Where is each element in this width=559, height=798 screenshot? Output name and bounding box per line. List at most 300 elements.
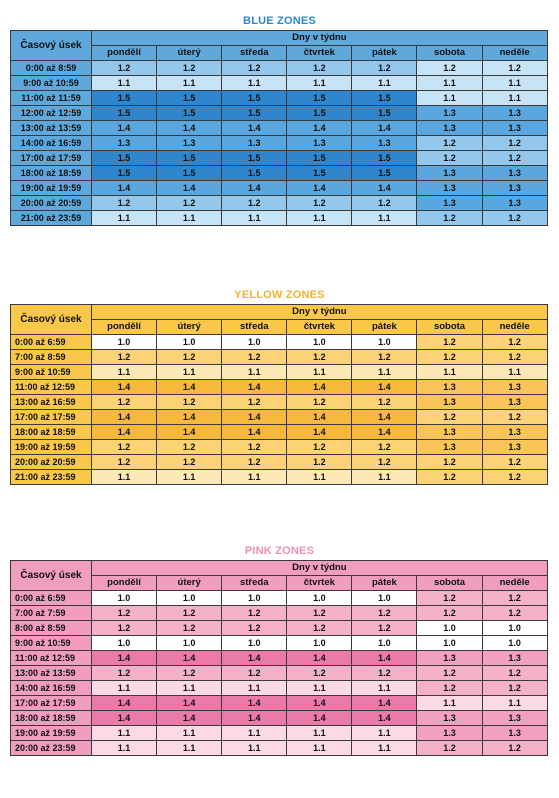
- multiplier-cell: 1.1: [417, 365, 482, 380]
- table-row: [11, 166, 548, 181]
- multiplier-cell: 1.2: [417, 470, 482, 485]
- day-header: úterý: [157, 46, 222, 61]
- multiplier-cell: 1.0: [417, 636, 482, 651]
- table-row: [11, 196, 548, 211]
- multiplier-cell: 1.2: [417, 211, 482, 226]
- multiplier-cell: 1.2: [222, 606, 287, 621]
- multiplier-cell: 1.4: [222, 380, 287, 395]
- multiplier-cell: 1.3: [417, 425, 482, 440]
- multiplier-cell: 1.2: [352, 196, 417, 211]
- time-slot-cell: 14:00 až 16:59: [11, 136, 92, 151]
- time-slot-cell: 21:00 až 23:59: [11, 211, 92, 226]
- time-slot-cell: 20:00 až 23:59: [11, 741, 92, 756]
- multiplier-cell: 1.3: [482, 711, 547, 726]
- day-header: pondělí: [92, 320, 157, 335]
- multiplier-cell: 1.2: [92, 606, 157, 621]
- multiplier-cell: 1.4: [352, 121, 417, 136]
- multiplier-cell: 1.2: [482, 335, 547, 350]
- multiplier-cell: 1.4: [222, 121, 287, 136]
- multiplier-cell: 1.1: [157, 470, 222, 485]
- multiplier-cell: 1.3: [92, 136, 157, 151]
- time-slot-cell: 17:00 až 17:59: [11, 696, 92, 711]
- multiplier-cell: 1.1: [417, 76, 482, 91]
- table-row: [11, 591, 548, 606]
- multiplier-cell: 1.4: [287, 651, 352, 666]
- time-slot-cell: 21:00 až 23:59: [11, 470, 92, 485]
- multiplier-cell: 1.1: [222, 681, 287, 696]
- day-header: pátek: [352, 320, 417, 335]
- time-slot-cell: 13:00 až 16:59: [11, 395, 92, 410]
- multiplier-cell: 1.2: [287, 440, 352, 455]
- multiplier-cell: 1.0: [222, 591, 287, 606]
- multiplier-cell: 1.2: [482, 681, 547, 696]
- multiplier-cell: 1.2: [222, 621, 287, 636]
- multiplier-cell: 1.0: [482, 636, 547, 651]
- multiplier-cell: 1.2: [287, 395, 352, 410]
- multiplier-cell: 1.3: [482, 196, 547, 211]
- multiplier-cell: 1.2: [482, 410, 547, 425]
- table-row: [11, 181, 548, 196]
- day-header: čtvrtek: [287, 576, 352, 591]
- table-row: [11, 666, 548, 681]
- multiplier-cell: 1.2: [222, 666, 287, 681]
- multiplier-cell: 1.2: [482, 350, 547, 365]
- multiplier-cell: 1.1: [157, 211, 222, 226]
- time-slot-cell: 13:00 až 13:59: [11, 666, 92, 681]
- pink-zones-table: [10, 560, 548, 756]
- multiplier-cell: 1.0: [287, 591, 352, 606]
- table-row: [11, 741, 548, 756]
- pink-zones-title: PINK ZONES: [244, 545, 315, 557]
- multiplier-cell: 1.0: [92, 591, 157, 606]
- multiplier-cell: 1.2: [287, 196, 352, 211]
- multiplier-cell: 1.4: [287, 181, 352, 196]
- multiplier-cell: 1.5: [222, 151, 287, 166]
- multiplier-cell: 1.2: [352, 440, 417, 455]
- day-header: úterý: [157, 576, 222, 591]
- multiplier-cell: 1.3: [482, 651, 547, 666]
- days-header: Dny v týdnu: [92, 561, 548, 576]
- multiplier-cell: 1.0: [352, 335, 417, 350]
- multiplier-cell: 1.2: [222, 196, 287, 211]
- table-row: [11, 380, 548, 395]
- time-slot-cell: 7:00 až 8:59: [11, 350, 92, 365]
- day-header: středa: [222, 46, 287, 61]
- multiplier-cell: 1.1: [222, 470, 287, 485]
- multiplier-cell: 1.0: [482, 621, 547, 636]
- day-header: neděle: [482, 46, 547, 61]
- time-slot-cell: 9:00 až 10:59: [11, 365, 92, 380]
- time-slot-header: Časový úsek: [11, 305, 92, 335]
- multiplier-cell: 1.4: [92, 696, 157, 711]
- multiplier-cell: 1.3: [417, 166, 482, 181]
- multiplier-cell: 1.3: [417, 181, 482, 196]
- multiplier-cell: 1.3: [352, 136, 417, 151]
- multiplier-cell: 1.2: [157, 621, 222, 636]
- multiplier-cell: 1.0: [92, 636, 157, 651]
- multiplier-cell: 1.2: [417, 350, 482, 365]
- multiplier-cell: 1.4: [92, 425, 157, 440]
- time-slot-cell: 7:00 až 7:59: [11, 606, 92, 621]
- multiplier-cell: 1.5: [92, 151, 157, 166]
- table-row: [11, 365, 548, 380]
- multiplier-cell: 1.2: [92, 395, 157, 410]
- multiplier-cell: 1.4: [222, 410, 287, 425]
- multiplier-cell: 1.4: [222, 181, 287, 196]
- table-row: [11, 350, 548, 365]
- multiplier-cell: 1.4: [92, 410, 157, 425]
- multiplier-cell: 1.4: [287, 425, 352, 440]
- multiplier-cell: 1.3: [417, 651, 482, 666]
- multiplier-cell: 1.4: [352, 425, 417, 440]
- multiplier-cell: 1.2: [482, 211, 547, 226]
- time-slot-cell: 13:00 až 13:59: [11, 121, 92, 136]
- multiplier-cell: 1.4: [287, 696, 352, 711]
- days-header: Dny v týdnu: [92, 305, 548, 320]
- multiplier-cell: 1.3: [482, 440, 547, 455]
- multiplier-cell: 1.2: [92, 666, 157, 681]
- multiplier-cell: 1.1: [352, 681, 417, 696]
- table-row: [11, 440, 548, 455]
- multiplier-cell: 1.2: [417, 136, 482, 151]
- multiplier-cell: 1.1: [287, 76, 352, 91]
- multiplier-cell: 1.0: [157, 591, 222, 606]
- multiplier-cell: 1.1: [92, 741, 157, 756]
- multiplier-cell: 1.1: [287, 726, 352, 741]
- multiplier-cell: 1.0: [157, 636, 222, 651]
- day-header: čtvrtek: [287, 320, 352, 335]
- multiplier-cell: 1.3: [482, 395, 547, 410]
- multiplier-cell: 1.1: [287, 681, 352, 696]
- multiplier-cell: 1.4: [92, 711, 157, 726]
- multiplier-cell: 1.4: [92, 181, 157, 196]
- table-row: [11, 151, 548, 166]
- multiplier-cell: 1.3: [222, 136, 287, 151]
- multiplier-cell: 1.2: [417, 455, 482, 470]
- time-slot-cell: 0:00 až 8:59: [11, 61, 92, 76]
- multiplier-cell: 1.1: [222, 726, 287, 741]
- multiplier-cell: 1.3: [417, 196, 482, 211]
- multiplier-cell: 1.2: [417, 741, 482, 756]
- multiplier-cell: 1.5: [287, 106, 352, 121]
- multiplier-cell: 1.1: [352, 365, 417, 380]
- table-row: [11, 136, 548, 151]
- multiplier-cell: 1.1: [222, 365, 287, 380]
- multiplier-cell: 1.5: [352, 166, 417, 181]
- day-header: neděle: [482, 320, 547, 335]
- time-slot-cell: 19:00 až 19:59: [11, 440, 92, 455]
- multiplier-cell: 1.2: [352, 455, 417, 470]
- multiplier-cell: 1.5: [222, 166, 287, 181]
- multiplier-cell: 1.2: [417, 606, 482, 621]
- time-slot-cell: 0:00 až 6:59: [11, 591, 92, 606]
- table-row: [11, 410, 548, 425]
- day-header: sobota: [417, 46, 482, 61]
- table-row: [11, 696, 548, 711]
- multiplier-cell: 1.2: [157, 666, 222, 681]
- multiplier-cell: 1.3: [417, 726, 482, 741]
- day-header: úterý: [157, 320, 222, 335]
- multiplier-cell: 1.5: [157, 166, 222, 181]
- multiplier-cell: 1.2: [92, 455, 157, 470]
- multiplier-cell: 1.4: [92, 380, 157, 395]
- multiplier-cell: 1.4: [222, 651, 287, 666]
- time-slot-cell: 17:00 až 17:59: [11, 410, 92, 425]
- multiplier-cell: 1.2: [287, 61, 352, 76]
- multiplier-cell: 1.3: [417, 440, 482, 455]
- multiplier-cell: 1.3: [417, 711, 482, 726]
- multiplier-cell: 1.2: [157, 395, 222, 410]
- multiplier-cell: 1.3: [287, 136, 352, 151]
- time-slot-cell: 14:00 až 16:59: [11, 681, 92, 696]
- time-slot-cell: 17:00 až 17:59: [11, 151, 92, 166]
- time-slot-cell: 9:00 až 10:59: [11, 636, 92, 651]
- day-header: středa: [222, 576, 287, 591]
- multiplier-cell: 1.3: [482, 425, 547, 440]
- multiplier-cell: 1.2: [222, 395, 287, 410]
- time-slot-cell: 19:00 až 19:59: [11, 726, 92, 741]
- time-slot-header: Časový úsek: [11, 561, 92, 591]
- multiplier-cell: 1.1: [352, 76, 417, 91]
- multiplier-cell: 1.1: [157, 741, 222, 756]
- multiplier-cell: 1.2: [417, 666, 482, 681]
- multiplier-cell: 1.1: [352, 211, 417, 226]
- multiplier-cell: 1.3: [482, 121, 547, 136]
- day-header: pátek: [352, 46, 417, 61]
- multiplier-cell: 1.5: [92, 166, 157, 181]
- day-header: neděle: [482, 576, 547, 591]
- multiplier-cell: 1.5: [222, 91, 287, 106]
- table-row: [11, 395, 548, 410]
- multiplier-cell: 1.4: [287, 380, 352, 395]
- multiplier-cell: 1.2: [157, 455, 222, 470]
- time-slot-cell: 18:00 až 18:59: [11, 166, 92, 181]
- multiplier-cell: 1.4: [157, 711, 222, 726]
- table-row: [11, 106, 548, 121]
- multiplier-cell: 1.5: [352, 106, 417, 121]
- multiplier-cell: 1.2: [482, 591, 547, 606]
- time-slot-cell: 8:00 až 8:59: [11, 621, 92, 636]
- multiplier-cell: 1.4: [352, 181, 417, 196]
- multiplier-cell: 1.2: [92, 61, 157, 76]
- multiplier-cell: 1.5: [287, 166, 352, 181]
- multiplier-cell: 1.1: [222, 76, 287, 91]
- multiplier-cell: 1.1: [92, 470, 157, 485]
- multiplier-cell: 1.1: [352, 726, 417, 741]
- day-header: pondělí: [92, 46, 157, 61]
- multiplier-cell: 1.5: [157, 91, 222, 106]
- multiplier-cell: 1.4: [157, 121, 222, 136]
- multiplier-cell: 1.2: [92, 196, 157, 211]
- multiplier-cell: 1.3: [482, 181, 547, 196]
- multiplier-cell: 1.1: [482, 365, 547, 380]
- multiplier-cell: 1.2: [482, 61, 547, 76]
- multiplier-cell: 1.4: [222, 696, 287, 711]
- multiplier-cell: 1.4: [352, 651, 417, 666]
- multiplier-cell: 1.2: [352, 61, 417, 76]
- multiplier-cell: 1.5: [92, 91, 157, 106]
- multiplier-cell: 1.2: [417, 61, 482, 76]
- multiplier-cell: 1.2: [287, 606, 352, 621]
- multiplier-cell: 1.4: [287, 410, 352, 425]
- multiplier-cell: 1.4: [157, 696, 222, 711]
- multiplier-cell: 1.2: [417, 151, 482, 166]
- multiplier-cell: 1.4: [92, 651, 157, 666]
- day-header: pátek: [352, 576, 417, 591]
- multiplier-cell: 1.2: [417, 681, 482, 696]
- multiplier-cell: 1.1: [287, 365, 352, 380]
- table-row: [11, 636, 548, 651]
- table-row: [11, 651, 548, 666]
- multiplier-cell: 1.5: [352, 151, 417, 166]
- multiplier-cell: 1.2: [222, 440, 287, 455]
- day-header: čtvrtek: [287, 46, 352, 61]
- time-slot-cell: 18:00 až 18:59: [11, 711, 92, 726]
- time-slot-cell: 20:00 až 20:59: [11, 455, 92, 470]
- multiplier-cell: 1.1: [482, 91, 547, 106]
- multiplier-cell: 1.2: [157, 606, 222, 621]
- multiplier-cell: 1.3: [417, 121, 482, 136]
- multiplier-cell: 1.4: [352, 711, 417, 726]
- table-row: [11, 76, 548, 91]
- multiplier-cell: 1.2: [222, 350, 287, 365]
- multiplier-cell: 1.2: [482, 151, 547, 166]
- multiplier-cell: 1.0: [352, 591, 417, 606]
- table-row: [11, 425, 548, 440]
- multiplier-cell: 1.1: [92, 726, 157, 741]
- multiplier-cell: 1.5: [287, 91, 352, 106]
- multiplier-cell: 1.0: [222, 636, 287, 651]
- multiplier-cell: 1.3: [482, 166, 547, 181]
- multiplier-cell: 1.2: [92, 621, 157, 636]
- multiplier-cell: 1.2: [352, 666, 417, 681]
- time-slot-cell: 11:00 až 12:59: [11, 380, 92, 395]
- multiplier-cell: 1.4: [157, 380, 222, 395]
- time-slot-cell: 11:00 až 11:59: [11, 91, 92, 106]
- multiplier-cell: 1.4: [352, 380, 417, 395]
- multiplier-cell: 1.2: [417, 410, 482, 425]
- multiplier-cell: 1.5: [92, 106, 157, 121]
- multiplier-cell: 1.1: [287, 470, 352, 485]
- multiplier-cell: 1.1: [222, 741, 287, 756]
- time-slot-cell: 20:00 až 20:59: [11, 196, 92, 211]
- time-slot-cell: 18:00 až 18:59: [11, 425, 92, 440]
- multiplier-cell: 1.0: [157, 335, 222, 350]
- multiplier-cell: 1.2: [92, 350, 157, 365]
- table-row: [11, 211, 548, 226]
- multiplier-cell: 1.2: [352, 395, 417, 410]
- multiplier-cell: 1.1: [92, 211, 157, 226]
- multiplier-cell: 1.0: [287, 636, 352, 651]
- blue-zones-title: BLUE ZONES: [243, 15, 316, 27]
- multiplier-cell: 1.4: [287, 121, 352, 136]
- multiplier-cell: 1.4: [352, 696, 417, 711]
- multiplier-cell: 1.2: [482, 606, 547, 621]
- multiplier-cell: 1.1: [222, 211, 287, 226]
- multiplier-cell: 1.2: [222, 455, 287, 470]
- time-slot-cell: 0:00 až 6:59: [11, 335, 92, 350]
- multiplier-cell: 1.3: [482, 380, 547, 395]
- multiplier-cell: 1.2: [417, 335, 482, 350]
- multiplier-cell: 1.2: [417, 591, 482, 606]
- multiplier-cell: 1.2: [157, 61, 222, 76]
- multiplier-cell: 1.2: [92, 440, 157, 455]
- multiplier-cell: 1.2: [287, 621, 352, 636]
- table-row: [11, 621, 548, 636]
- multiplier-cell: 1.0: [287, 335, 352, 350]
- day-header: sobota: [417, 320, 482, 335]
- multiplier-cell: 1.5: [157, 106, 222, 121]
- multiplier-cell: 1.1: [157, 365, 222, 380]
- table-row: [11, 335, 548, 350]
- multiplier-cell: 1.1: [482, 696, 547, 711]
- multiplier-cell: 1.2: [287, 666, 352, 681]
- table-row: [11, 121, 548, 136]
- multiplier-cell: 1.3: [482, 726, 547, 741]
- multiplier-cell: 1.1: [92, 681, 157, 696]
- multiplier-cell: 1.3: [417, 106, 482, 121]
- multiplier-cell: 1.4: [157, 425, 222, 440]
- multiplier-cell: 1.3: [417, 380, 482, 395]
- multiplier-cell: 1.4: [222, 711, 287, 726]
- multiplier-cell: 1.1: [92, 365, 157, 380]
- multiplier-cell: 1.1: [287, 211, 352, 226]
- multiplier-cell: 1.1: [92, 76, 157, 91]
- multiplier-cell: 1.2: [482, 666, 547, 681]
- multiplier-cell: 1.2: [157, 440, 222, 455]
- multiplier-cell: 1.1: [417, 91, 482, 106]
- multiplier-cell: 1.4: [352, 410, 417, 425]
- multiplier-cell: 1.4: [157, 651, 222, 666]
- multiplier-cell: 1.2: [222, 61, 287, 76]
- multiplier-cell: 1.3: [417, 395, 482, 410]
- table-row: [11, 470, 548, 485]
- multiplier-cell: 1.2: [287, 455, 352, 470]
- yellow-zones-table: [10, 304, 548, 485]
- day-header: sobota: [417, 576, 482, 591]
- multiplier-cell: 1.2: [482, 455, 547, 470]
- multiplier-cell: 1.5: [352, 91, 417, 106]
- time-slot-cell: 9:00 až 10:59: [11, 76, 92, 91]
- multiplier-cell: 1.1: [157, 76, 222, 91]
- day-header: středa: [222, 320, 287, 335]
- table-row: [11, 91, 548, 106]
- multiplier-cell: 1.2: [482, 741, 547, 756]
- table-row: [11, 726, 548, 741]
- multiplier-cell: 1.1: [417, 696, 482, 711]
- table-row: [11, 61, 548, 76]
- multiplier-cell: 1.4: [92, 121, 157, 136]
- multiplier-cell: 1.2: [287, 350, 352, 365]
- time-slot-cell: 12:00 až 12:59: [11, 106, 92, 121]
- blue-zones-table: [10, 30, 548, 226]
- multiplier-cell: 1.2: [157, 196, 222, 211]
- table-row: [11, 606, 548, 621]
- multiplier-cell: 1.1: [287, 741, 352, 756]
- multiplier-cell: 1.1: [352, 470, 417, 485]
- multiplier-cell: 1.4: [157, 181, 222, 196]
- time-slot-cell: 11:00 až 12:59: [11, 651, 92, 666]
- multiplier-cell: 1.2: [157, 350, 222, 365]
- multiplier-cell: 1.1: [482, 76, 547, 91]
- multiplier-cell: 1.2: [482, 470, 547, 485]
- day-header: pondělí: [92, 576, 157, 591]
- time-slot-cell: 19:00 až 19:59: [11, 181, 92, 196]
- multiplier-cell: 1.1: [157, 726, 222, 741]
- yellow-zones-title: YELLOW ZONES: [234, 289, 325, 301]
- multiplier-cell: 1.0: [222, 335, 287, 350]
- multiplier-cell: 1.2: [352, 606, 417, 621]
